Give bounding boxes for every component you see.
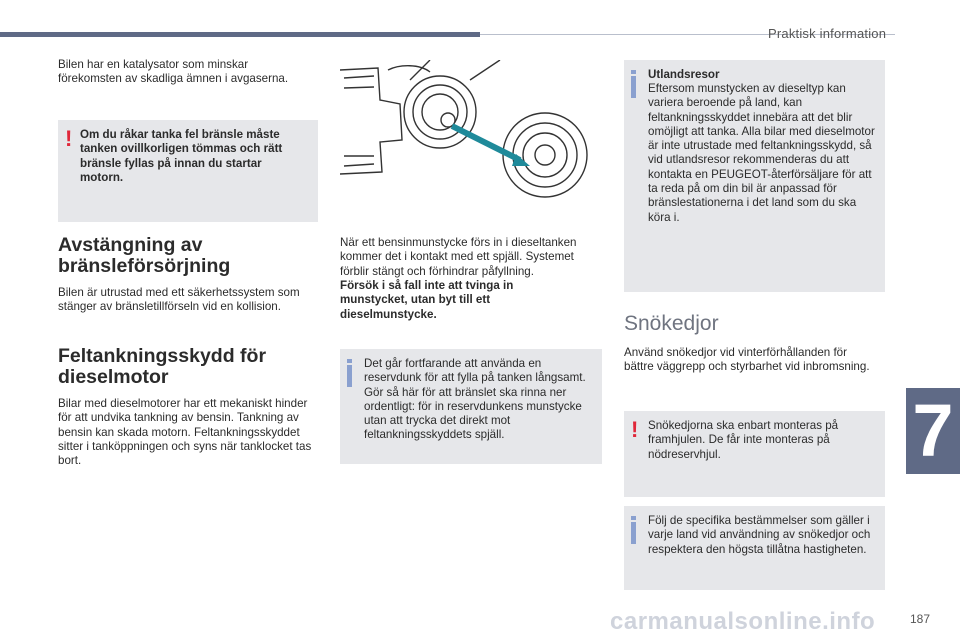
info-box-regulations [624, 506, 885, 590]
warning-box [58, 120, 318, 222]
heading-snow-chains: Snökedjor [624, 312, 719, 335]
jerrycan-text: Det går fortfarande att använda en reservdunk för att fylla på tanken långsamt. Gör så här för att bränslet ska rinna ner ordentligt: för in reservdunkens munstycke utan att trycka det direkt mot feltankningsskyddets spjäll. [364, 357, 586, 442]
snow-chains-text: Använd snökedjor vid vinterförhållanden för bättre väggrepp och styrbarhet vid inbromsning. [624, 346, 870, 374]
header-bar [0, 32, 480, 37]
warning-text: Om du råkar tanka fel bränsle måste tanken ovillkorligen tömmas och rätt bränsle fyllas på innan du startar motorn. [80, 128, 283, 184]
warning-icon: ! [631, 417, 639, 442]
nozzle-text: När ett bensinmunstycke förs in i dieseltanken kommer det i kontakt med ett spjäll. Systemet förblir stängt och förhindrar påfyllning. [340, 236, 577, 278]
travel-title: Utlandsresor [648, 68, 720, 81]
info-box-jerrycan [340, 349, 602, 464]
nozzle-bold-text: Försök i så fall inte att tvinga in munstycket, utan byt till ett dieselmunstycke. [340, 279, 514, 321]
misfuel-text: Bilar med dieselmotorer har ett mekaniskt hinder för att undvika tankning av bensin. Tankning av bensin kan skada motorn. Feltankningsskyddet sitter i tanköppningen och syns när tanklocket tas bort. [58, 397, 312, 468]
travel-text: Eftersom munstycken av dieseltyp kan variera beroende på land, kan feltankningsskyddet innebära att det blir omöjligt att tanka. Alla bilar med dieselmotor är inte utrustade med feltankningsskydd, så vid utlandsresor rekommenderas du att kontakta en PEUGEOT-återförsäljare för att ta reda på om din bil är anpassad för bränslestationerna i det land som du ska köra i. [648, 82, 875, 224]
section-title: Praktisk information [768, 26, 887, 41]
intro-text: Bilen har en katalysator som minskar förekomsten av skadliga ämnen i avgaserna. [58, 58, 289, 86]
watermark: carmanualsonline.info [610, 608, 876, 635]
warning-icon: ! [65, 126, 73, 151]
chapter-number: 7 [912, 389, 954, 472]
chains-warning-text: Snökedjorna ska enbart monteras på framhjulen. De får inte monteras på nödreservhjul. [648, 419, 839, 461]
fuel-filler-drawing [340, 60, 602, 220]
info-icon [347, 365, 352, 387]
warning-box-chains [624, 411, 885, 497]
info-icon [631, 522, 636, 544]
page-number: 187 [910, 612, 931, 626]
regulations-text: Följ de specifika bestämmelser som gäller i varje land vid användning av snökedjor och respektera den högsta tillåtna hastigheten. [648, 514, 871, 556]
heading-misfuel: Feltankningsskydd för dieselmotor [58, 345, 267, 388]
info-box-travel [624, 60, 885, 292]
heading-fuel-cutoff: Avstängning av bränsleförsörjning [58, 234, 231, 277]
info-icon [631, 76, 636, 98]
fuel-cutoff-text: Bilen är utrustad med ett säkerhetssystem som stänger av bränsletillförseln vid en kollision. [58, 286, 300, 314]
fuel-filler-illustration [340, 60, 602, 220]
